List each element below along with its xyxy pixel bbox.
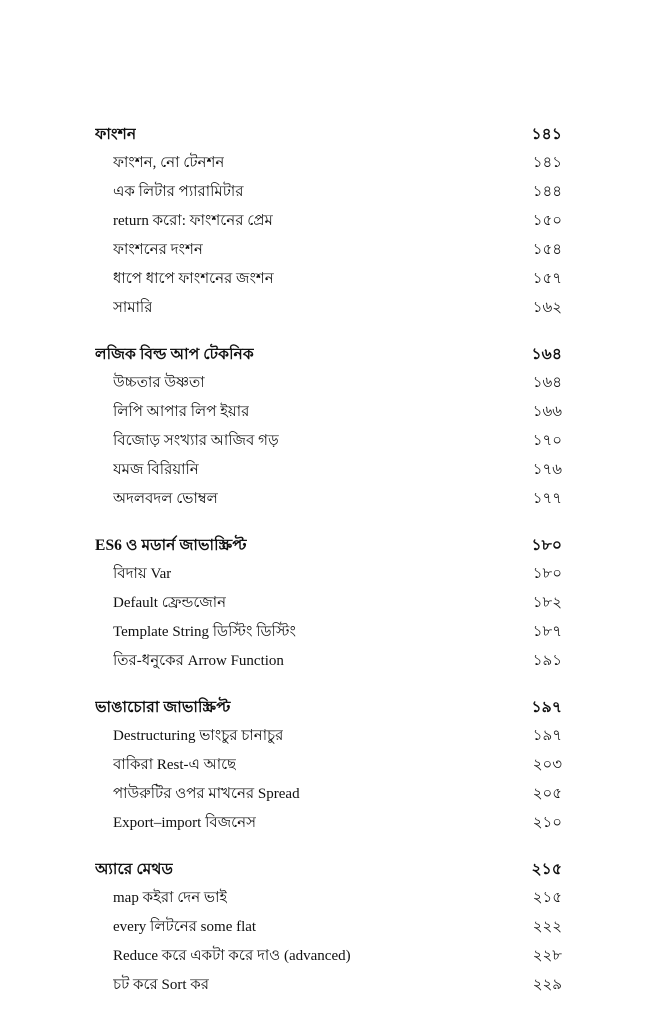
toc-entry-page-number: ১৭৬ xyxy=(532,462,562,478)
toc-entry-title: Reduce করে একটা করে দাও (advanced) xyxy=(113,948,351,964)
toc-entry-page-number: ১৫০ xyxy=(532,213,562,229)
toc-entry-row[interactable] xyxy=(95,178,562,207)
toc-entry-row[interactable] xyxy=(95,647,562,676)
toc-entry-page-number: ২২৮ xyxy=(532,948,562,964)
toc-entry-page-number: ১৪১ xyxy=(532,155,562,171)
toc-entry-title: Destructuring ভাংচুর চানাচুর xyxy=(113,728,284,744)
toc-entry-row[interactable] xyxy=(95,294,562,323)
toc-entry-page-number: ২১৫ xyxy=(532,890,562,906)
toc-entry-page-number: ১৬৬ xyxy=(532,404,562,420)
toc-entry-row[interactable] xyxy=(95,971,562,1000)
toc-section xyxy=(95,531,562,676)
toc-chapter-title: ফাংশন xyxy=(95,126,137,143)
toc-entry-title: map কইরা দেন ভাই xyxy=(113,890,228,906)
toc-entry-title: লিপি আপার লিপ ইয়ার xyxy=(113,404,250,420)
toc-entry-title: তির-ধনুকের Arrow Function xyxy=(113,653,284,669)
toc-entry-row[interactable] xyxy=(95,751,562,780)
toc-chapter-page-number: ২১৫ xyxy=(531,861,562,878)
toc-section xyxy=(95,340,562,514)
toc-entry-row[interactable] xyxy=(95,722,562,751)
toc-entry-title: ফাংশনের দংশন xyxy=(113,242,203,258)
toc-entry-row[interactable] xyxy=(95,780,562,809)
toc-chapter-page-number: ১৪১ xyxy=(531,126,562,143)
toc-chapter-title: অ্যারে মেথড xyxy=(95,861,173,878)
toc-entry-row[interactable] xyxy=(95,207,562,236)
toc-entry-row[interactable] xyxy=(95,398,562,427)
toc-entry-page-number: ২২৯ xyxy=(532,977,562,993)
toc-entry-row[interactable] xyxy=(95,265,562,294)
toc-entry-title: বিজোড় সংখ্যার আজিব গড় xyxy=(113,433,279,449)
toc-entry-page-number: ১৬২ xyxy=(532,300,562,316)
toc-section xyxy=(95,855,562,1000)
table-of-contents xyxy=(95,120,562,1000)
toc-entry-title: বিদায় Var xyxy=(113,566,172,582)
toc-chapter-row[interactable] xyxy=(95,855,562,884)
toc-section xyxy=(95,120,562,323)
toc-entry-title: Template String ডিস্টিং ডিস্টিং xyxy=(113,624,296,640)
toc-entry-row[interactable] xyxy=(95,236,562,265)
toc-entry-title: এক লিটার প্যারামিটার xyxy=(113,184,244,200)
toc-entry-page-number: ২২২ xyxy=(532,919,562,935)
toc-entry-page-number: ২১০ xyxy=(532,815,562,831)
toc-entry-title: অদলবদল ভোম্বল xyxy=(113,491,218,507)
toc-chapter-title: লজিক বিল্ড আপ টেকনিক xyxy=(95,346,254,363)
toc-chapter-row[interactable] xyxy=(95,531,562,560)
toc-chapter-row[interactable] xyxy=(95,120,562,149)
toc-chapter-row[interactable] xyxy=(95,693,562,722)
toc-entry-title: চট করে Sort কর xyxy=(113,977,210,993)
toc-chapter-title: ES6 ও মডার্ন জাভাস্ক্রিপ্ট xyxy=(95,537,247,554)
toc-entry-title: সামারি xyxy=(113,300,153,316)
toc-entry-title: যমজ বিরিয়ানি xyxy=(113,462,199,478)
toc-entry-row[interactable] xyxy=(95,485,562,514)
toc-entry-page-number: ১৭০ xyxy=(532,433,562,449)
toc-entry-row[interactable] xyxy=(95,809,562,838)
toc-entry-row[interactable] xyxy=(95,560,562,589)
toc-entry-page-number: ১৯৭ xyxy=(532,728,562,744)
toc-entry-row[interactable] xyxy=(95,913,562,942)
toc-entry-row[interactable] xyxy=(95,427,562,456)
toc-entry-page-number: ১৮২ xyxy=(532,595,562,611)
toc-entry-page-number: ১৯১ xyxy=(532,653,562,669)
toc-entry-row[interactable] xyxy=(95,884,562,913)
toc-entry-row[interactable] xyxy=(95,942,562,971)
toc-entry-page-number: ২০৩ xyxy=(532,757,562,773)
toc-entry-title: পাউরুটির ওপর মাখনের Spread xyxy=(113,786,300,802)
toc-entry-row[interactable] xyxy=(95,618,562,647)
toc-entry-title: Export–import বিজনেস xyxy=(113,815,257,831)
toc-entry-title: return করো: ফাংশনের প্রেম xyxy=(113,213,273,229)
toc-entry-page-number: ১৮০ xyxy=(532,566,562,582)
toc-entry-title: every লিটনের some flat xyxy=(113,919,257,935)
toc-entry-title: ধাপে ধাপে ফাংশনের জংশন xyxy=(113,271,274,287)
toc-chapter-page-number: ১৬৪ xyxy=(531,346,562,363)
toc-entry-title: ফাংশন, নো টেনশন xyxy=(113,155,225,171)
toc-chapter-page-number: ১৯৭ xyxy=(531,699,562,716)
toc-entry-row[interactable] xyxy=(95,369,562,398)
toc-entry-page-number: ১৫৭ xyxy=(532,271,562,287)
toc-entry-page-number: ১৬৪ xyxy=(532,375,562,391)
toc-entry-title: উচ্চতার উষ্ণতা xyxy=(113,375,205,391)
toc-entry-page-number: ১৫৪ xyxy=(532,242,562,258)
toc-entry-page-number: ১৭৭ xyxy=(532,491,562,507)
toc-chapter-page-number: ১৮০ xyxy=(531,537,562,554)
toc-section xyxy=(95,693,562,838)
toc-entry-row[interactable] xyxy=(95,589,562,618)
toc-entry-title: Default ফ্রেন্ডজোন xyxy=(113,595,227,611)
toc-entry-row[interactable] xyxy=(95,149,562,178)
toc-chapter-row[interactable] xyxy=(95,340,562,369)
toc-entry-page-number: ২০৫ xyxy=(532,786,562,802)
toc-entry-row[interactable] xyxy=(95,456,562,485)
toc-entry-title: বাকিরা Rest-এ আছে xyxy=(113,757,237,773)
toc-entry-page-number: ১৮৭ xyxy=(532,624,562,640)
toc-entry-page-number: ১৪৪ xyxy=(532,184,562,200)
toc-chapter-title: ভাঙাচোরা জাভাস্ক্রিপ্ট xyxy=(95,699,231,716)
